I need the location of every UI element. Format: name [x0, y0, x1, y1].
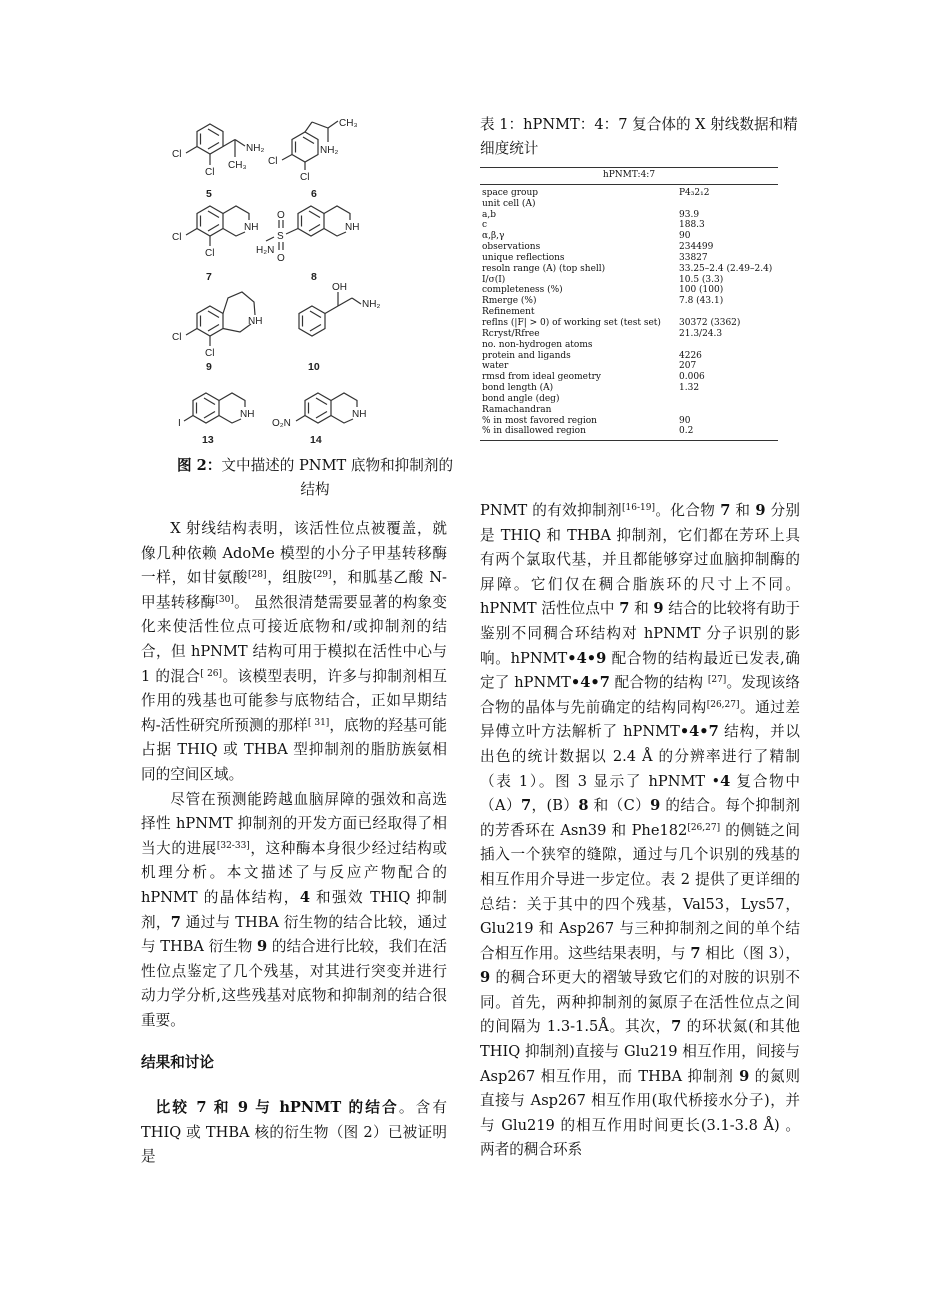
row-value: [679, 405, 778, 416]
compound-number: 8: [311, 271, 317, 283]
compound-number: 9: [206, 361, 212, 373]
row-value: 93.9: [679, 209, 700, 220]
compound-number: 7: [206, 271, 212, 283]
row-value: [679, 199, 778, 210]
table-row: [480, 372, 778, 383]
row-label: bond angle (deg): [482, 393, 560, 404]
compound-number: 13: [202, 434, 214, 446]
text-run: 。化合物: [654, 502, 721, 519]
compound-ref: 9: [257, 938, 268, 956]
atom-label: NH₂: [246, 143, 265, 154]
atom-label: O: [277, 210, 285, 221]
text-run: 和（C）: [588, 797, 651, 815]
compound-ref: 9: [755, 502, 766, 519]
row-value: 33827: [679, 252, 708, 263]
table-row: [480, 242, 778, 253]
citation: [30]: [215, 594, 234, 605]
compound-ref: 7: [690, 944, 701, 962]
text-run: 的环状氮(和其他 THIQ 抑制剂)直接与 Glu219 相互作用，间接与 Asp267 相互作用，而 THBA 抑制剂: [480, 1018, 800, 1085]
text-run: 相比（图 3），: [700, 944, 801, 962]
atom-label: NH: [240, 409, 255, 420]
text-run: 通过与 THBA 衍生物的结合比较，通过与 THBA 衍生物: [141, 913, 447, 956]
row-value: P4₃2₁2: [679, 187, 710, 198]
atom-label: OH: [332, 282, 347, 293]
compound-ref: 7: [520, 797, 532, 815]
row-label: α,β,γ: [482, 231, 505, 242]
text-run: X 射线结构表明，该活性位点被覆盖，就像几种依赖 AdoMe 模型的小分子甲基转移酶一样，如甘氨酸: [141, 520, 447, 587]
row-label: Rcryst/Rfree: [482, 328, 540, 339]
text-run: 配合物的结构最近已发表,确定了 hPNMT: [480, 649, 800, 692]
citation: [32-33]: [216, 840, 250, 851]
row-value: 207: [679, 361, 697, 372]
text-run: ，和胍基乙酸 N-甲基转移酶: [141, 569, 447, 611]
text-run: 。发现该络合物的晶体与先前确定的结构同构: [480, 674, 800, 716]
row-value: 21.3/24.3: [679, 328, 723, 339]
table-row: [480, 405, 778, 416]
atom-label: NH: [248, 316, 263, 327]
table-body: [480, 188, 778, 440]
row-label: a,b: [482, 209, 496, 220]
row-label: unit cell (Å): [482, 198, 536, 209]
row-label: % in disallowed region: [482, 426, 586, 437]
text-run: 。该模型表明，许多与抑制剂相互作用的残基也可能参与底物结合，正如早期结构-活性研究所预测的那样: [141, 667, 447, 734]
atom-label: I: [178, 418, 181, 429]
row-value: 90: [679, 231, 691, 242]
row-label: Refinement: [482, 307, 535, 318]
compound-ref: •4•7: [570, 674, 610, 692]
row-label: water: [482, 361, 509, 372]
table-row: [480, 351, 778, 362]
text-run: 复合物中（A）: [480, 772, 800, 815]
compound-ref: 4: [299, 888, 310, 906]
compound-ref: 8: [578, 797, 589, 815]
text-run: 结合的比较将有助于鉴别不同稠合环结构对 hPNMT 分子识别的影响。hPNMT: [480, 600, 800, 667]
text-run: 的结合。每个抑制剂的芳香环在 Asn39 和 Phe182: [480, 797, 801, 839]
compound-ref: 7: [671, 1018, 682, 1036]
row-label: completeness (%): [482, 285, 563, 296]
compound-ref: •4•9: [567, 649, 607, 667]
text-run: 配合物的结构: [609, 674, 708, 692]
row-label: % in most favored region: [482, 415, 597, 426]
text-run: ，(B）: [531, 797, 579, 815]
atom-label: Cl: [205, 248, 215, 259]
row-value: 4226: [679, 350, 702, 361]
table-row: [480, 210, 778, 221]
table-row: [480, 318, 778, 329]
compound-number: 6: [311, 188, 317, 200]
figure-2-structures: [160, 110, 400, 452]
text-run: 的稠合环更大的褶皱导致它们的对胺的识别不同。首先，两种抑制剂的氮原子在活性位点之间的间隔为 1.3-1.5Å。其次，: [480, 969, 800, 1036]
row-label: space group: [482, 187, 539, 198]
atom-label: O₂N: [272, 418, 291, 429]
atom-label: Cl: [300, 172, 310, 183]
citation: [16-19]: [622, 503, 655, 513]
row-value: 234499: [679, 242, 714, 253]
row-label: c: [482, 220, 488, 231]
atom-label: CH₃: [228, 160, 247, 171]
figure-caption-label: 图 2：: [176, 457, 222, 474]
table-row: [480, 253, 778, 264]
compound-ref: •4•7: [679, 723, 719, 741]
paragraph: [480, 499, 800, 1163]
citation: [ 31]: [307, 717, 330, 728]
paragraph: [141, 517, 447, 788]
citation: [ 26]: [200, 668, 223, 679]
table-row: [480, 231, 778, 242]
table-row: [480, 285, 778, 296]
text-run: 。含有 THIQ 或 THBA 核的衍生物（图 2）已被证明是: [141, 1099, 447, 1166]
right-text-column: [480, 499, 800, 1163]
table-row: [480, 383, 778, 394]
row-label: reflns (|F| > 0) of working set (test set): [482, 317, 661, 328]
row-value: 10.5 (3.3): [679, 274, 724, 285]
text-run: 的氮则直接与 Asp267 相互作用(取代桥接水分子)，并与 Glu219 的相互作用时间更长(3.1-3.8 Å) 。两者的稠合环系: [480, 1067, 800, 1159]
table-caption: 表 1：hPNMT：4：7 复合体的 X 射线数据和精细度统计: [480, 116, 798, 157]
atom-label: Cl: [268, 156, 278, 167]
row-value: 100 (100): [679, 285, 724, 296]
table-row: [480, 361, 778, 372]
table-row: [480, 394, 778, 405]
row-label: no. non-hydrogen atoms: [482, 339, 593, 350]
compound-ref: 7: [170, 913, 181, 931]
table-row: [480, 426, 778, 437]
citation: [28]: [248, 570, 267, 581]
row-label: unique reflections: [482, 252, 565, 263]
compound-ref: 9: [650, 797, 661, 815]
structures-drawing: [160, 110, 400, 452]
text-run: ，这种酶本身很少经过结构或机理分析。本文描述了与反应产物配合的 hPNMT 的晶体结构，: [141, 839, 447, 906]
row-label: protein and ligands: [482, 350, 571, 361]
citation: [26,27]: [706, 699, 740, 710]
text-run: 的结合进行比较，我们在活性位点鉴定了几个残基，对其进行突变并进行动力学分析,这些残基对底物和抑制剂的结合很重要。: [141, 938, 447, 1029]
row-value: 1.32: [679, 383, 700, 394]
text-run: 。 虽然很清楚需要显著的构象变化来使活性位点可接近底物和/或抑制剂的结合，但 hPNMT 结构可用于模拟在活性中心与 1 的混合: [141, 593, 447, 685]
figure-caption: [170, 454, 460, 502]
text-run: 和: [629, 600, 654, 618]
text-run: ，组胺: [266, 569, 314, 587]
row-value: [679, 307, 778, 318]
atom-label: H₂N: [256, 245, 275, 256]
compound-ref: 9: [653, 600, 664, 618]
row-label: observations: [482, 242, 541, 253]
xray-data-table: [480, 167, 778, 441]
row-label: Ramachandran: [482, 404, 552, 415]
row-label: bond length (Å): [482, 383, 554, 394]
table-row: [480, 329, 778, 340]
compound-ref: 9: [480, 969, 491, 987]
row-value: [679, 340, 778, 351]
table-row: [480, 307, 778, 318]
row-value: 30372 (3362): [679, 317, 741, 328]
paragraph: [141, 788, 447, 1034]
table-row: [480, 220, 778, 231]
table-row: [480, 188, 778, 199]
citation: [27]: [707, 675, 727, 686]
text-run: 和: [730, 502, 756, 519]
atom-label: NH₂: [320, 145, 339, 156]
atom-label: O: [277, 253, 285, 264]
text-run: 分别是 THIQ 和 THBA 抑制剂，它们都在芳环上具有两个氯取代基，并且都能够穿过血脑抑制酶的屏障。它们仅在稠合脂族环的尺寸上不同。hPNMT 活性位点中: [480, 502, 801, 618]
citation: [26,27]: [687, 822, 721, 833]
row-value: [679, 394, 778, 405]
table-header: hPNMT:4:7: [480, 168, 778, 185]
atom-label: Cl: [205, 167, 215, 178]
text-run: 尽管在预测能跨越血脑屏障的强效和高选择性 hPNMT 抑制剂的开发方面已经取得了相当大的进展: [141, 790, 447, 857]
atom-label: Cl: [172, 332, 182, 343]
table-row: [480, 296, 778, 307]
atom-label: Cl: [172, 232, 182, 243]
atom-label: Cl: [205, 348, 215, 359]
text-run: 。通过差异傅立叶方法解析了 hPNMT: [480, 698, 800, 741]
table-row: [480, 340, 778, 351]
atom-label: NH: [244, 222, 259, 233]
figure-caption-text: 文中描述的 PNMT 底物和抑制剂的结构: [221, 457, 454, 498]
compound-number: 10: [308, 361, 320, 373]
atom-label: S: [277, 231, 284, 242]
table-row: [480, 275, 778, 286]
compound-number: 5: [206, 188, 212, 200]
left-text-column: [141, 517, 447, 1170]
atom-label: CH₃: [339, 118, 358, 129]
compound-ref: 7: [720, 502, 731, 519]
row-value: 188.3: [679, 220, 705, 231]
run-in-heading: 比较 7 和 9 与 hPNMT 的结合: [155, 1099, 399, 1117]
atom-label: Cl: [172, 149, 182, 160]
atom-label: NH: [352, 409, 367, 420]
text-run: PNMT 的有效抑制剂: [480, 502, 623, 519]
paragraph: [141, 1096, 447, 1170]
table-row: [480, 199, 778, 210]
compound-number: 14: [310, 434, 322, 446]
table-row: [480, 416, 778, 427]
text-run: ，底物的羟基可能占据 THIQ 或 THBA 型抑制剂的脂肪族氨相同的空间区域。: [141, 716, 447, 783]
table-row: [480, 264, 778, 275]
text-run: 结构，并以出色的统计数据以 2.4 Å 的分辨率进行了精制（表 1）。图 3 显示了 hPNMT •: [480, 723, 800, 790]
citation: [29]: [313, 570, 332, 581]
row-label: resoln range (Å) (top shell): [482, 263, 606, 274]
row-label: rmsd from ideal geometry: [482, 372, 601, 383]
atom-label: NH₂: [362, 299, 381, 310]
row-value: 0.006: [679, 372, 705, 383]
row-value: 33.25–2.4 (2.49–2.4): [679, 263, 773, 274]
row-value: 0.2: [679, 426, 694, 437]
row-value: 7.8 (43.1): [679, 296, 724, 307]
row-label: Rmerge (%): [482, 296, 537, 307]
compound-ref: 7: [619, 600, 630, 618]
section-heading: 结果和讨论: [141, 1054, 214, 1072]
compound-ref: 4: [720, 772, 731, 790]
text-run: 和强效 THIQ 抑制剂，: [141, 888, 447, 931]
atom-label: NH: [345, 222, 360, 233]
row-label: I/σ(I): [482, 274, 506, 285]
row-value: 90: [679, 415, 691, 426]
text-run: 的侧链之间插入一个狭窄的缝隙，通过与几个识别的残基的相互作用介导进一步定位。表 2 提供了更详细的总结：关于其中的四个残基，Val53，Lys57，Glu219 和 Asp267 与三种抑制剂之间的单个结合相互作用。这些结果表明，与: [480, 821, 801, 962]
compound-ref: 9: [739, 1067, 750, 1085]
